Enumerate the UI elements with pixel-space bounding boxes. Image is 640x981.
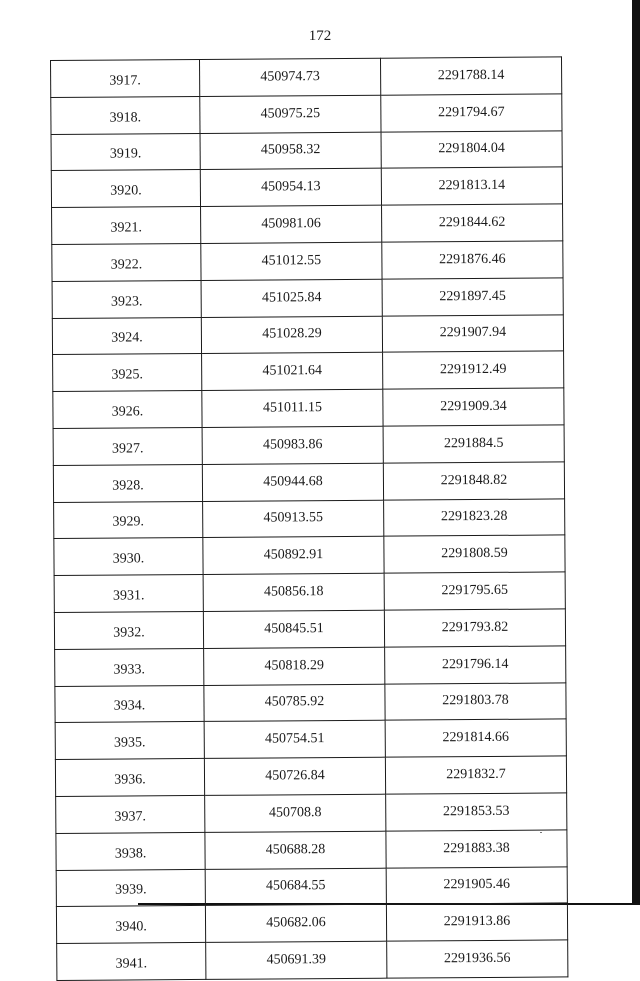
x-coordinate-cell: 450682.06	[205, 905, 386, 943]
table-row	[54, 498, 565, 538]
table-row	[54, 535, 565, 575]
point-number-cell: 3929.	[54, 501, 203, 539]
y-coordinate-cell: 2291793.82	[384, 609, 565, 647]
table-row	[53, 388, 564, 428]
x-coordinate-cell: 450892.91	[203, 537, 384, 575]
table-row	[51, 57, 562, 97]
point-number-cell: 3926.	[53, 391, 202, 429]
y-coordinate-cell: 2291813.14	[381, 167, 562, 205]
x-coordinate-cell: 450688.28	[205, 831, 386, 869]
table-row	[51, 94, 562, 134]
table-row	[52, 315, 563, 355]
x-coordinate-cell: 451012.55	[201, 242, 382, 280]
point-number-cell: 3918.	[51, 96, 200, 134]
x-coordinate-cell: 451028.29	[201, 316, 382, 354]
point-number-cell: 3932.	[54, 611, 203, 649]
coordinate-table-body	[51, 57, 568, 980]
table-row	[53, 351, 564, 391]
scan-border-right	[632, 0, 640, 905]
point-number-cell: 3924.	[52, 317, 201, 355]
table-row	[57, 940, 568, 980]
table-row	[55, 719, 566, 759]
point-number-cell: 3925.	[53, 354, 202, 392]
table-row	[56, 903, 567, 943]
y-coordinate-cell: 2291909.34	[383, 388, 564, 426]
x-coordinate-cell: 450981.06	[201, 205, 382, 243]
coordinate-table	[50, 56, 568, 980]
x-coordinate-cell: 450684.55	[205, 868, 386, 906]
point-number-cell: 3941.	[57, 943, 206, 981]
point-number-cell: 3927.	[53, 427, 202, 465]
coordinate-table-container	[50, 56, 566, 980]
x-coordinate-cell: 450856.18	[203, 573, 384, 611]
x-coordinate-cell: 450818.29	[204, 647, 385, 685]
y-coordinate-cell: 2291823.28	[384, 498, 565, 536]
point-number-cell: 3939.	[56, 869, 205, 907]
y-coordinate-cell: 2291804.04	[381, 131, 562, 169]
y-coordinate-cell: 2291808.59	[384, 535, 565, 573]
x-coordinate-cell: 450944.68	[202, 463, 383, 501]
table-row	[55, 756, 566, 796]
point-number-cell: 3937.	[56, 795, 205, 833]
y-coordinate-cell: 2291853.53	[386, 793, 567, 831]
y-coordinate-cell: 2291788.14	[380, 57, 561, 95]
point-number-cell: 3917.	[51, 59, 200, 97]
point-number-cell: 3923.	[52, 280, 201, 318]
y-coordinate-cell: 2291884.5	[383, 425, 564, 463]
table-row	[54, 609, 565, 649]
y-coordinate-cell: 2291912.49	[383, 351, 564, 389]
point-number-cell: 3938.	[56, 832, 205, 870]
x-coordinate-cell: 450708.8	[205, 794, 386, 832]
point-number-cell: 3935.	[55, 722, 204, 760]
table-row	[52, 204, 563, 244]
y-coordinate-cell: 2291832.7	[385, 756, 566, 794]
x-coordinate-cell: 450726.84	[204, 757, 385, 795]
y-coordinate-cell: 2291844.62	[382, 204, 563, 242]
point-number-cell: 3930.	[54, 538, 203, 576]
point-number-cell: 3933.	[55, 648, 204, 686]
x-coordinate-cell: 450975.25	[200, 95, 381, 133]
x-coordinate-cell: 450983.86	[202, 426, 383, 464]
x-coordinate-cell: 450974.73	[199, 58, 380, 96]
table-row	[56, 830, 567, 870]
y-coordinate-cell: 2291905.46	[386, 866, 567, 904]
page-number: 172	[308, 28, 332, 44]
table-row	[55, 646, 566, 686]
y-coordinate-cell: 2291876.46	[382, 241, 563, 279]
table-row	[51, 131, 562, 171]
table-row	[55, 682, 566, 722]
y-coordinate-cell: 2291803.78	[385, 682, 566, 720]
table-row	[53, 462, 564, 502]
table-row	[56, 793, 567, 833]
x-coordinate-cell: 450958.32	[200, 132, 381, 170]
x-coordinate-cell: 450954.13	[200, 169, 381, 207]
point-number-cell: 3919.	[51, 133, 200, 171]
point-number-cell: 3936.	[55, 759, 204, 797]
scan-speck	[540, 832, 542, 833]
x-coordinate-cell: 450691.39	[206, 941, 387, 979]
table-row	[51, 167, 562, 207]
point-number-cell: 3934.	[55, 685, 204, 723]
x-coordinate-cell: 451025.84	[201, 279, 382, 317]
y-coordinate-cell: 2291883.38	[386, 830, 567, 868]
y-coordinate-cell: 2291795.65	[384, 572, 565, 610]
y-coordinate-cell: 2291814.66	[385, 719, 566, 757]
x-coordinate-cell: 451011.15	[202, 389, 383, 427]
x-coordinate-cell: 450785.92	[204, 684, 385, 722]
y-coordinate-cell: 2291897.45	[382, 278, 563, 316]
y-coordinate-cell: 2291913.86	[386, 903, 567, 941]
y-coordinate-cell: 2291796.14	[385, 646, 566, 684]
y-coordinate-cell: 2291907.94	[382, 315, 563, 353]
x-coordinate-cell: 451021.64	[202, 353, 383, 391]
point-number-cell: 3931.	[54, 575, 203, 613]
y-coordinate-cell: 2291936.56	[387, 940, 568, 978]
table-row	[56, 866, 567, 906]
table-row	[54, 572, 565, 612]
x-coordinate-cell: 450754.51	[204, 721, 385, 759]
y-coordinate-cell: 2291848.82	[383, 462, 564, 500]
table-row	[52, 241, 563, 281]
table-row	[52, 278, 563, 318]
table-row	[53, 425, 564, 465]
y-coordinate-cell: 2291794.67	[381, 94, 562, 132]
point-number-cell: 3940.	[56, 906, 205, 944]
point-number-cell: 3920.	[51, 170, 200, 208]
point-number-cell: 3928.	[53, 464, 202, 502]
point-number-cell: 3921.	[52, 207, 201, 245]
point-number-cell: 3922.	[52, 243, 201, 281]
x-coordinate-cell: 450913.55	[203, 500, 384, 538]
x-coordinate-cell: 450845.51	[203, 610, 384, 648]
